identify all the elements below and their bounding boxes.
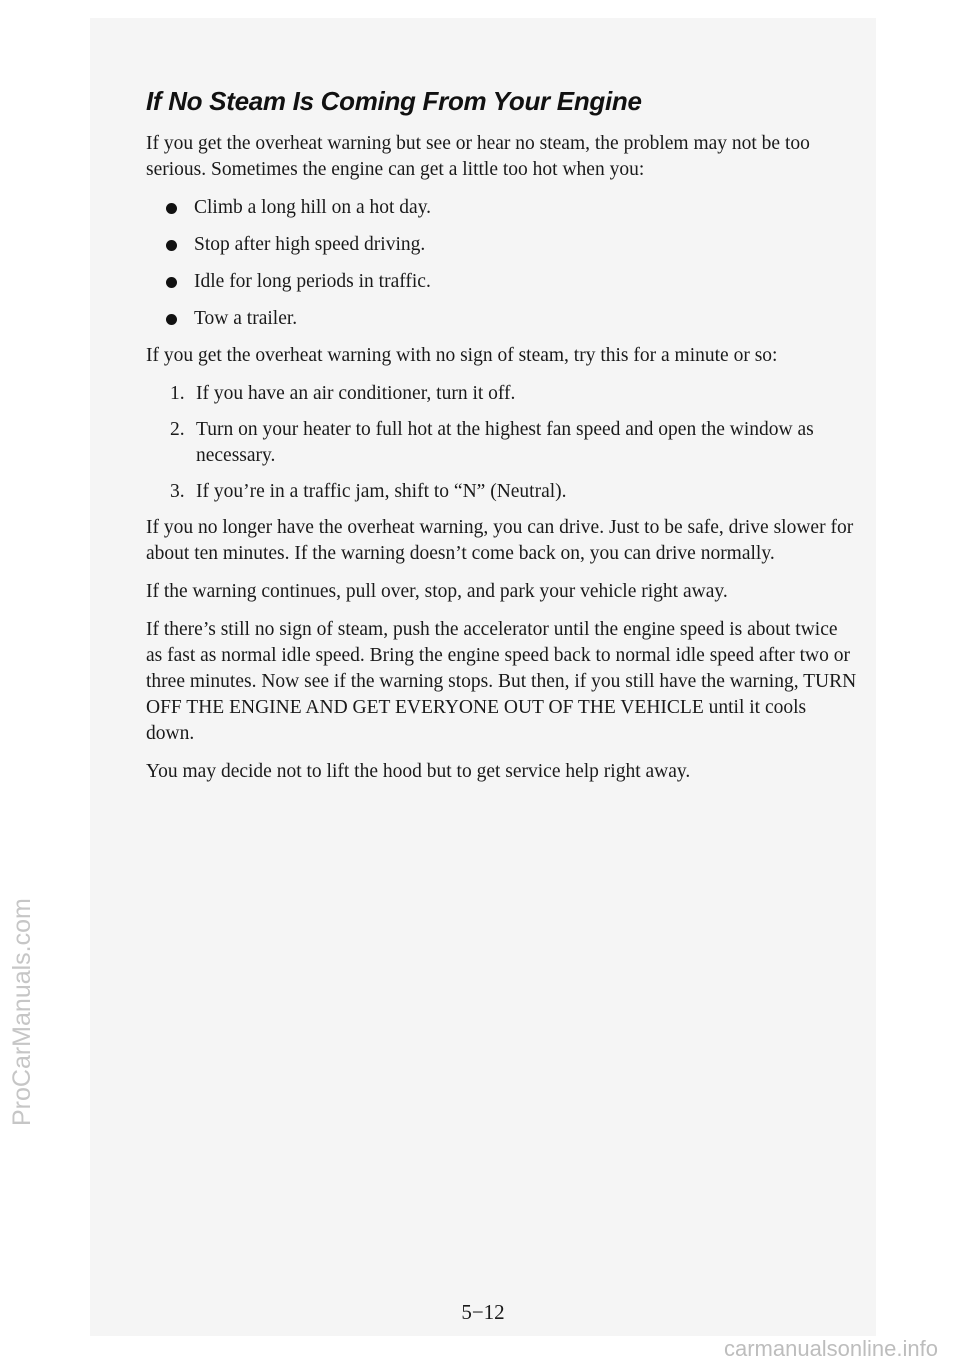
manual-page — [90, 18, 876, 1336]
list-item — [166, 195, 858, 221]
list-item-text: Idle for long periods in traffic. — [194, 271, 431, 292]
try-intro-paragraph: If you get the overheat warning with no sign of steam, try this for a minute or so: — [146, 345, 778, 366]
page-content — [146, 86, 858, 797]
bottom-watermark: carmanualsonline.info — [723, 1336, 938, 1361]
step-text: Turn on your heater to full hot at the highest fan speed and open the window as necessary. — [196, 419, 814, 466]
section-heading: If No Steam Is Coming From Your Engine — [146, 86, 642, 116]
step-item — [170, 417, 858, 469]
causes-list — [146, 195, 858, 332]
hood-paragraph: You may decide not to lift the hood but to get service help right away. — [146, 761, 691, 782]
bullet-icon — [166, 277, 177, 288]
step-text: If you’re in a traffic jam, shift to “N” (Neutral). — [196, 481, 567, 502]
side-watermark: ProCarManuals.com — [8, 898, 36, 1126]
list-item — [166, 232, 858, 258]
bullet-icon — [166, 240, 177, 251]
no-longer-warning-paragraph: If you no longer have the overheat warning, you can drive. Just to be safe, drive slower for about ten minutes. If the warning doesn’t come back on, you can drive normally. — [146, 517, 854, 564]
bullet-icon — [166, 203, 177, 214]
intro-paragraph: If you get the overheat warning but see or hear no steam, the problem may not be too serious. Sometimes the engine can get a little too hot when you: — [146, 133, 810, 180]
step-item — [170, 479, 858, 505]
list-item-text: Tow a trailer. — [194, 308, 298, 329]
step-number: 3. — [170, 481, 185, 502]
list-item — [166, 269, 858, 295]
no-steam-paragraph: If there’s still no sign of steam, push the accelerator until the engine speed is about twice as fast as normal idle speed. Bring the engine speed back to normal idle speed after two or three minutes. Now see if the warning stops. But then, if you still have the warning, TURN OFF THE ENGINE AND GET EVERYONE OUT OF THE VEHICLE until it cools down. — [146, 619, 857, 744]
warning-continues-paragraph: If the warning continues, pull over, stop, and park your vehicle right away. — [146, 581, 728, 602]
step-number: 2. — [170, 419, 185, 440]
page-number: 5−12 — [461, 1300, 505, 1324]
bullet-icon — [166, 314, 177, 325]
step-number: 1. — [170, 383, 185, 404]
list-item-text: Climb a long hill on a hot day. — [194, 197, 432, 218]
list-item-text: Stop after high speed driving. — [194, 234, 426, 255]
step-item — [170, 381, 858, 407]
list-item — [166, 306, 858, 332]
step-text: If you have an air conditioner, turn it off. — [196, 383, 516, 404]
steps-list — [146, 381, 858, 505]
